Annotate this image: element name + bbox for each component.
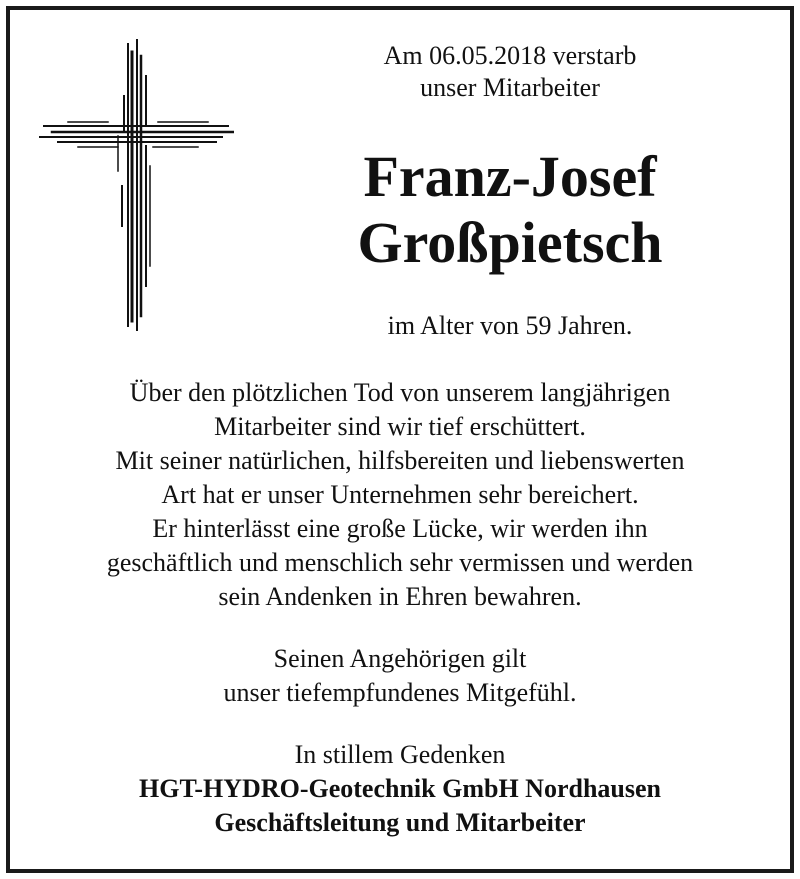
message-line: geschäftlich und menschlich sehr vermissen und werden — [106, 548, 694, 577]
cross-icon — [38, 36, 234, 332]
message-line: Mit seiner natürlichen, hilfsbereiten und liebenswerten — [115, 446, 685, 475]
deceased-name — [250, 144, 770, 276]
deceased-last-name: Großpietsch — [357, 210, 663, 275]
message-line: Über den plötzlichen Tod von unserem langjährigen — [129, 378, 671, 407]
company-staff: Geschäftsleitung und Mitarbeiter — [214, 808, 586, 837]
message-line: Mitarbeiter sind wir tief erschüttert. — [214, 412, 586, 441]
deceased-first-name: Franz-Josef — [363, 144, 657, 209]
message-line: sein Andenken in Ehren bewahren. — [218, 582, 582, 611]
memory-line: In stillem Gedenken — [294, 740, 506, 769]
condolence-message — [10, 642, 790, 710]
message-line: Art hat er unser Unternehmen sehr bereichert. — [161, 480, 639, 509]
intro-date-line: Am 06.05.2018 verstarb — [383, 41, 637, 70]
message-line: Er hinterlässt eine große Lücke, wir werden ihn — [152, 514, 648, 543]
death-notice-intro — [250, 40, 770, 104]
intro-role-line: unser Mitarbeiter — [420, 73, 600, 102]
condolence-line: unser tiefempfundenes Mitgefühl. — [223, 678, 577, 707]
tribute-message — [10, 376, 790, 614]
company-name: HGT-HYDRO-Geotechnik GmbH Nordhausen — [139, 774, 661, 803]
signature-block — [10, 738, 790, 840]
condolence-line: Seinen Angehörigen gilt — [273, 644, 527, 673]
age-line: im Alter von 59 Jahren. — [387, 311, 633, 340]
